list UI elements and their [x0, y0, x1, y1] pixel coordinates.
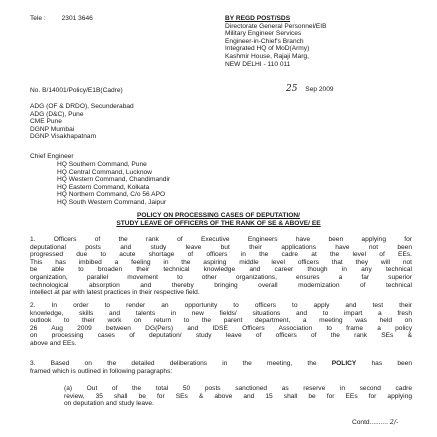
p3-end: has been	[356, 360, 412, 367]
paragraph-line: This has imbibed a feeling in the aspiring middle level officers that they will not	[30, 258, 412, 266]
chief-engineer-label: Chief Engineer	[30, 153, 74, 160]
address-line: Engineer-in-Chief's Branch	[225, 37, 304, 45]
paragraph-3	[30, 360, 412, 375]
next-page-number: 2/-	[389, 418, 399, 426]
paragraph-line: framed which is outlined in following paragraphs:	[30, 367, 173, 375]
telephone	[30, 15, 93, 23]
handwritten-day: 25	[286, 84, 298, 94]
address-line: Kashmir House, Rajaji Marg,	[225, 52, 309, 60]
letter-subject	[0, 212, 437, 227]
tele-label: Tele :	[30, 15, 46, 22]
address-line: Integrated HQ of MoD(Army)	[225, 45, 310, 53]
paragraph-line: review, 35 shall be for SEs & above and 15 shall be for EEs for applying	[64, 392, 412, 400]
paragraph-line: on processing cases of deputation/ study leave of officers of the rank SEs &	[30, 332, 412, 340]
reference-number: No. B/14001/Policy/E1B(Cadre)	[30, 87, 123, 94]
letter-date	[286, 86, 334, 94]
paragraph-line: organization, parallel movement to other organizations, ensures a far superior	[30, 273, 412, 281]
recipient: ADG (OF & DRDO), Secunderabad	[30, 103, 134, 110]
command-item: HQ Northern Command, C/o 56 APO	[57, 191, 166, 199]
paragraph-line: progressed due to acute shortage of officers in the cadre at the level of EEs.	[30, 251, 412, 259]
recipient: ADG (D&C), Pune	[30, 110, 84, 118]
paragraph-line: (a) Out of the total 50 posts sanctioned as reserve in second cadre	[64, 385, 412, 392]
paragraph-line: 2. In order to render an opportunity to officers to apply and test their	[30, 302, 412, 309]
paragraph-line: deputational posts and study leave but their applications have not been	[30, 243, 412, 251]
recipient-list	[30, 103, 134, 141]
paragraph-line: 26 Aug 2009 between DG(Pers) and IDSE Officers Association to frame a policy	[30, 324, 412, 332]
paragraph-line	[30, 360, 412, 368]
address-line: NEW DELHI - 110 011	[225, 60, 291, 68]
recipient: DGNP Visakhapatnam	[30, 133, 97, 141]
paragraph-line: on deputation and study leave.	[64, 400, 154, 408]
paragraph-line: be able to broaden their technical knowledge and career though in any technical	[30, 266, 412, 274]
address-line: Military Engineer Services	[225, 30, 302, 38]
recipient: DGNP Mumbai	[30, 125, 75, 133]
sub-paragraph-a	[64, 385, 412, 408]
paragraph-line: knowledge, skills and talents in new fields/ situations and to impart a fresh	[30, 309, 412, 317]
command-item: HQ Eastern Command, Kolkata	[57, 183, 150, 191]
policy-keyword: POLICY	[331, 360, 357, 367]
paragraph-1	[30, 236, 412, 297]
subject-line: POLICY ON PROCESSING CASES OF DEPUTATION/	[136, 212, 301, 219]
continuation-note	[352, 419, 398, 427]
recipient: CME Pune	[30, 118, 62, 126]
command-list	[57, 161, 170, 207]
subject-line: STUDY LEAVE OF OFFICERS OF THE RANK OF SE & ABOVE/ EE	[116, 219, 321, 227]
sender-address	[225, 15, 327, 68]
command-item: HQ South Western Command, Jaipur	[57, 198, 167, 206]
paragraph-line: technological absorption and thereby bringing overall modernization of technical	[30, 281, 412, 289]
paragraph-line: intellect at par with latest practices in their respective field.	[30, 289, 200, 297]
p3-start: 3. Based on the detailed deliberations in the meeting, the	[30, 360, 332, 367]
paragraph-line: 1. Officers of the rank of Executive Engineers have been applying for	[30, 236, 412, 243]
dispatch-mode: BY REGD POST/SDS	[225, 15, 291, 22]
paragraph-2	[30, 302, 412, 348]
tele-number: 2301 3646	[61, 15, 93, 22]
month-year: Sep 2009	[305, 86, 334, 93]
address-line: Directorate General Personnel/EIB	[225, 22, 327, 30]
contd-label: Contd..........	[352, 419, 388, 426]
command-item: HQ Southern Command, Pune	[57, 161, 147, 168]
command-item: HQ Central Command, Lucknow	[57, 168, 152, 176]
paragraph-line: outlook to their work on return to the parent department, a meeting was held on	[30, 317, 412, 325]
paragraph-line: above and EEs.	[30, 339, 77, 347]
command-item: HQ Western Command, Chandimandir	[57, 176, 171, 184]
